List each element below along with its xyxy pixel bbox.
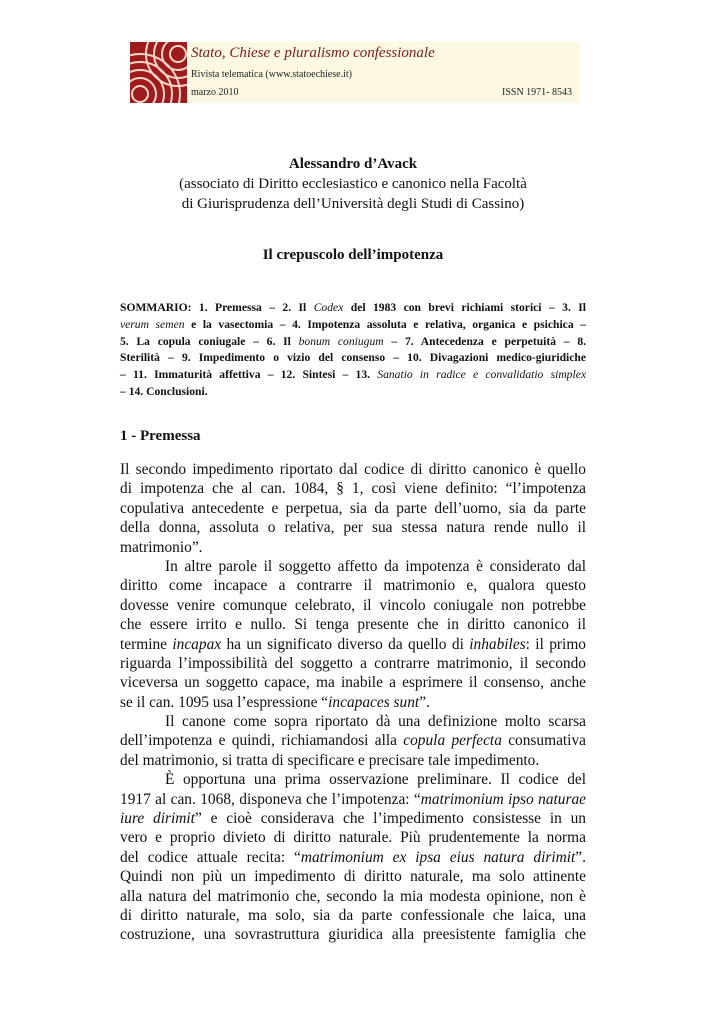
summary-line: – 11. Immaturità affettiva – 12. Sintesi – 13. Sanatio in radice e convalidatio simplex (120, 368, 586, 382)
body-line: di diritto naturale, ma solo, sia da parte confessionale che laica, una (120, 906, 586, 924)
author-name: Alessandro d’Avack (288, 156, 418, 172)
body-line: della donna, assoluta o relativa, per sua stessa natura rende nullo il (120, 519, 586, 537)
body-line: di impotenza che al can. 1084, § 1, così viene definito: “l’impotenza (120, 480, 586, 498)
journal-logo (130, 42, 187, 103)
body-line: se il can. 1095 usa l’espressione “incapaces sunt”. (120, 693, 430, 711)
body-line: copulativa antecedente e perpetua, sia da parte dell’uomo, sia da parte (120, 499, 586, 517)
summary-line: Sterilità – 9. Impedimento o vizio del consenso – 10. Divagazioni medico-giuridiche (120, 351, 586, 365)
author-affiliation-line-1: (associato di Diritto ecclesiastico e canonico nella Facoltà (179, 176, 527, 192)
body-line: alla natura del matrimonio che, secondo la mia modesta opinione, non è (120, 887, 586, 905)
summary-line: – 14. Conclusioni. (120, 384, 208, 398)
author-block (120, 154, 586, 214)
article-title: Il crepuscolo dell’impotenza (262, 247, 444, 263)
journal-date: marzo 2010 (191, 87, 239, 98)
body-line: dell’impotenza e quindi, richiamandosi alla copula perfecta consumativa (120, 732, 586, 750)
body-text (120, 460, 586, 945)
summary-line: 5. La copula coniugale – 6. Il bonum coniugum – 7. Antecedenza e perpetuità – 8. (120, 334, 587, 348)
summary-line: SOMMARIO: 1. Premessa – 2. Il Codex del 1983 con brevi richiami storici – 3. Il (120, 301, 587, 314)
swirl-logo-icon (130, 42, 187, 103)
body-line: termine incapax ha un significato diverso da quello di inhabiles: il primo (120, 635, 586, 653)
body-line: costruzione, una sovrastruttura giuridica alla preesistente famiglia che (120, 926, 586, 944)
body-line: matrimonio”. (120, 538, 203, 556)
body-line: Il canone come sopra riportato dà una definizione molto scarsa (165, 713, 586, 731)
body-line: iure dirimit” e cioè considerava che l’impedimento consistesse in un (120, 810, 586, 828)
journal-subtitle: Rivista telematica (www.statoechiese.it) (191, 69, 352, 80)
body-line: che essere irrito e nullo. Si tenga presente che in diritto canonico il (120, 616, 586, 634)
journal-issn: ISSN 1971- 8543 (501, 87, 572, 98)
body-line: viceversa un soggetto capace, ma inabile a esprimere il consenso, anche (120, 674, 586, 692)
body-line: vero e proprio divieto di diritto naturale. Più prudentemente la norma (120, 829, 586, 847)
section-heading: 1 - Premessa (120, 428, 201, 444)
body-line: del matrimonio, si tratta di specificare e precisare tale impedimento. (120, 751, 540, 769)
body-line: In altre parole il soggetto affetto da impotenza è considerato dal (165, 557, 586, 575)
summary (120, 300, 586, 401)
journal-title: Stato, Chiese e pluralismo confessionale (191, 45, 435, 61)
journal-banner (130, 42, 580, 103)
summary-line: verum semen e la vasectomia – 4. Impotenza assoluta e relativa, organica e psichica – (120, 317, 586, 331)
body-line: È opportuna una prima osservazione preliminare. Il codice del (165, 771, 586, 789)
body-line: riguarda l’impossibilità del soggetto a contrarre matrimonio, il secondo (120, 654, 586, 672)
body-line: dovesse venire comunque celebrato, il vincolo coniugale non potrebbe (120, 596, 586, 614)
author-affiliation-line-2: di Giurisprudenza dell’Università degli Studi di Cassino) (181, 196, 525, 212)
body-line: Quindi non più un impedimento di diritto naturale, ma solo attinente (120, 868, 586, 886)
body-line: Il secondo impedimento riportato dal codice di diritto canonico è quello (120, 461, 586, 478)
body-line: del codice attuale recita: “matrimonium ex ipsa eius natura dirimit”. (120, 848, 586, 866)
body-line: diritto come incapace a contrarre il matrimonio e, qualora questo (120, 577, 586, 595)
body-line: 1917 al can. 1068, disponeva che l’impotenza: “matrimonium ipso naturae (120, 790, 587, 808)
